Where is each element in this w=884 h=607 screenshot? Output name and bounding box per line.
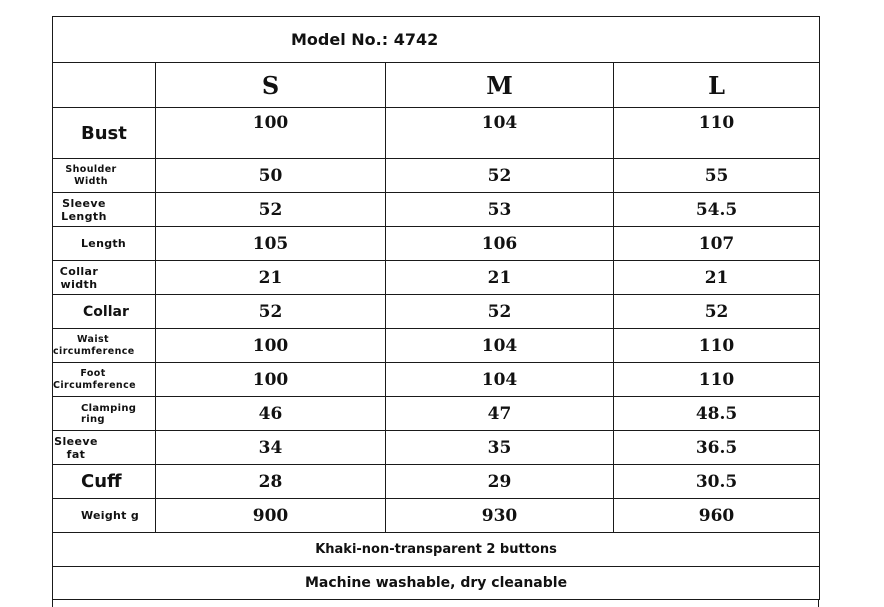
- value-m: 104: [386, 329, 614, 363]
- value-s: 105: [156, 227, 386, 261]
- row-label-length: Length: [53, 227, 156, 261]
- value-l: 52: [614, 295, 820, 329]
- value-l: 110: [614, 108, 820, 159]
- size-header-row: [53, 63, 820, 108]
- value-s: 21: [156, 261, 386, 295]
- care-note: Machine washable, dry cleanable: [53, 567, 820, 600]
- size-header-m: M: [386, 63, 614, 108]
- row-label-shoulder-width: [53, 159, 156, 193]
- table-row: [53, 363, 820, 397]
- value-l: 55: [614, 159, 820, 193]
- table-row: [53, 159, 820, 193]
- table-row: [53, 397, 820, 431]
- value-l: 36.5: [614, 431, 820, 465]
- value-l: 960: [614, 499, 820, 533]
- value-s: 46: [156, 397, 386, 431]
- value-m: 47: [386, 397, 614, 431]
- value-l: 110: [614, 363, 820, 397]
- value-l: 107: [614, 227, 820, 261]
- row-label-text: Foot Circumference: [53, 367, 136, 391]
- value-m: 29: [386, 465, 614, 499]
- table-row: [53, 431, 820, 465]
- value-s: 52: [156, 193, 386, 227]
- value-s: 900: [156, 499, 386, 533]
- size-header-l: L: [614, 63, 820, 108]
- value-m: 52: [386, 295, 614, 329]
- value-l: 30.5: [614, 465, 820, 499]
- value-s: 52: [156, 295, 386, 329]
- value-s: 50: [156, 159, 386, 193]
- row-label-text: Sleeve Length: [61, 196, 107, 223]
- table-row: [53, 465, 820, 499]
- row-label-foot-circumference: [53, 363, 156, 397]
- value-l: 110: [614, 329, 820, 363]
- value-m: 104: [386, 363, 614, 397]
- size-chart-table: [52, 16, 820, 600]
- value-s: 28: [156, 465, 386, 499]
- value-m: 52: [386, 159, 614, 193]
- table-row: [53, 295, 820, 329]
- row-label-bust: Bust: [53, 108, 156, 159]
- title-row: [53, 17, 820, 63]
- color-buttons-note: Khaki-non-transparent 2 buttons: [53, 533, 820, 567]
- value-m: 104: [386, 108, 614, 159]
- value-s: 34: [156, 431, 386, 465]
- row-label-collar: Collar: [53, 295, 156, 329]
- value-s: 100: [156, 363, 386, 397]
- table-bottom-edge: [52, 600, 819, 607]
- note-row-care: [53, 567, 820, 600]
- row-label-waist-circumference: [53, 329, 156, 363]
- row-label-text: Shoulder Width: [65, 163, 117, 187]
- table-row: [53, 193, 820, 227]
- row-label-sleeve-fat: [53, 431, 156, 465]
- value-s: 100: [156, 108, 386, 159]
- table-row: [53, 261, 820, 295]
- value-l: 54.5: [614, 193, 820, 227]
- table-row: [53, 108, 820, 159]
- row-label-collar-width: [53, 261, 156, 295]
- header-empty-cell: [53, 63, 156, 108]
- value-m: 21: [386, 261, 614, 295]
- table-row: [53, 499, 820, 533]
- row-label-clamping-ring: Clamping ring: [53, 397, 156, 431]
- value-m: 35: [386, 431, 614, 465]
- value-m: 930: [386, 499, 614, 533]
- value-m: 106: [386, 227, 614, 261]
- table-row: [53, 227, 820, 261]
- size-header-s: S: [156, 63, 386, 108]
- value-l: 48.5: [614, 397, 820, 431]
- row-label-text: Sleeve fat: [54, 434, 98, 461]
- value-s: 100: [156, 329, 386, 363]
- table-row: [53, 329, 820, 363]
- row-label-cuff: Cuff: [53, 465, 156, 499]
- value-l: 21: [614, 261, 820, 295]
- row-label-text: Waist circumference: [53, 333, 135, 357]
- size-chart-sheet: [52, 16, 819, 600]
- row-label-weight: Weight g: [53, 499, 156, 533]
- row-label-sleeve-length: [53, 193, 156, 227]
- value-m: 53: [386, 193, 614, 227]
- note-row-color: [53, 533, 820, 567]
- row-label-text: Collar width: [59, 264, 99, 291]
- model-number: Model No.: 4742: [53, 17, 820, 63]
